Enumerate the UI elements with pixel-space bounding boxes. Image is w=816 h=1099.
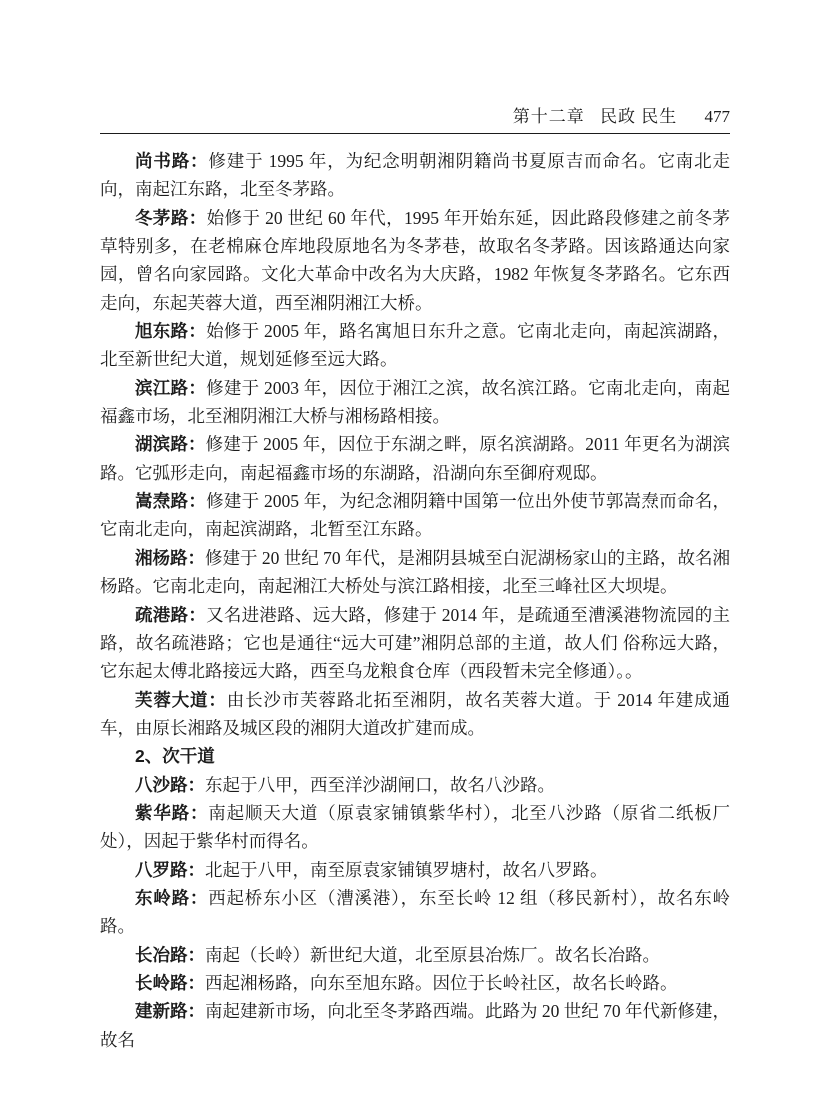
road-name: 疏港路： (135, 604, 207, 625)
road-entry-xiangyang (100, 544, 730, 601)
road-description: 修建于 1995 年，为纪念明朝湘阴籍尚书夏原吉而命名。它南北走向，南起江东路，北至冬茅路。 (100, 151, 731, 200)
road-name: 湘杨路： (135, 547, 205, 568)
road-name: 嵩焘路： (135, 491, 207, 512)
road-name: 滨江路： (135, 377, 207, 398)
road-entry-basha (100, 771, 730, 799)
road-name: 冬茅路： (135, 207, 207, 228)
road-entry-dongmao (100, 204, 730, 317)
body-text (100, 134, 730, 1054)
road-description: 南起（长岭）新世纪大道，北至原县冶炼厂。故名长冶路。 (205, 944, 660, 965)
road-description: 始修于 20 世纪 60 年代，1995 年开始东延，因此路段修建之前冬茅草特别多，在老棉麻仓库地段原地名为冬茅巷，故取名冬茅路。因该路通达向家园，曾名向家园路。文化大革命中改名为大庆路，1982 年恢复冬茅路名。它东西走向，东起芙蓉大道，西至湘阴湘江大桥。 (100, 207, 730, 313)
road-description: 又名进港路、远大路，修建于 2014 年，是疏通至漕溪港物流园的主路，故名疏港路；它也是通往“远大可建”湘阴总部的主道，故人们 俗称远大路，它东起太傅北路接远大路，西至乌龙粮食仓库（西段暂未完全修通）。。 (100, 604, 730, 682)
road-name: 湖滨路： (135, 434, 206, 455)
road-entry-shugang (100, 601, 730, 686)
page-header (100, 0, 730, 134)
chapter-title: 第十二章 (512, 107, 585, 126)
road-name: 长岭路： (135, 972, 205, 993)
road-name: 芙蓉大道： (135, 689, 227, 710)
road-entry-xudong (100, 317, 730, 374)
road-description: 南起顺天大道（原袁家铺镇紫华村），北至八沙路（原省二纸板厂处），因起于紫华村而得名。 (100, 802, 730, 852)
road-description: 修建于 2005 年，因位于东湖之畔，原名滨湖路。2011 年更名为湖滨路。它弧形走向，南起福鑫市场的东湖路，沿湖向东至御府观邸。 (100, 434, 730, 483)
section-title: 民政 民生 (600, 107, 678, 126)
road-entry-songtao (100, 487, 730, 544)
page-number: 477 (704, 107, 730, 126)
road-entry-changye (100, 941, 730, 969)
road-entry-furong (100, 686, 730, 743)
road-description: 北起于八甲，南至原袁家铺镇罗塘村，故名八罗路。 (205, 859, 608, 880)
road-description: 西起湘杨路，向东至旭东路。因位于长岭社区，故名长岭路。 (205, 972, 678, 993)
road-name: 建新路： (135, 1001, 205, 1022)
road-description: 始修于 2005 年，路名寓旭日东升之意。它南北走向，南起滨湖路，北至新世纪大道，规划延修至远大路。 (100, 321, 730, 370)
road-description: 修建于 20 世纪 70 年代，是湘阴县城至白泥湖杨家山的主路，故名湘杨路。它南北走向，南起湘江大桥处与滨江路相接，北至三峰社区大坝堤。 (100, 547, 730, 597)
road-description: 东起于八甲，西至洋沙湖闸口，故名八沙路。 (205, 774, 555, 795)
road-entry-shangshu (100, 147, 730, 204)
road-name: 八沙路： (135, 774, 205, 795)
road-description: 修建于 2005 年，为纪念湘阴籍中国第一位出外使节郭嵩焘而命名，它南北走向，南起滨湖路，北暂至江东路。 (100, 491, 730, 540)
road-name: 尚书路： (135, 151, 209, 171)
road-name: 八罗路： (135, 859, 205, 880)
road-entry-changling (100, 969, 730, 997)
road-entry-zihua (100, 799, 730, 856)
subsection-heading: 2、次干道 (135, 746, 215, 767)
road-entry-hubin (100, 430, 730, 487)
road-name: 紫华路： (135, 802, 209, 823)
road-name: 长冶路： (135, 944, 205, 965)
road-name: 旭东路： (135, 321, 207, 342)
road-description: 修建于 2003 年，因位于湘江之滨，故名滨江路。它南北走向，南起福鑫市场，北至湘阴湘江大桥与湘杨路相接。 (100, 377, 730, 427)
road-entry-binjiang (100, 374, 730, 431)
road-entry-jianxin (100, 997, 730, 1054)
road-name: 东岭路： (135, 887, 209, 908)
road-description: 由长沙市芙蓉路北拓至湘阴，故名芙蓉大道。于 2014 年建成通车，由原长湘路及城区段的湘阴大道改扩建而成。 (100, 689, 730, 738)
road-entry-dongling (100, 884, 730, 941)
road-description: 南起建新市场，向北至冬茅路西端。此路为 20 世纪 70 年代新修建，故名 (100, 1001, 730, 1050)
road-description: 西起桥东小区（漕溪港），东至长岭 12 组（移民新村），故名东岭路。 (100, 887, 731, 937)
road-entry-baluo (100, 856, 730, 884)
